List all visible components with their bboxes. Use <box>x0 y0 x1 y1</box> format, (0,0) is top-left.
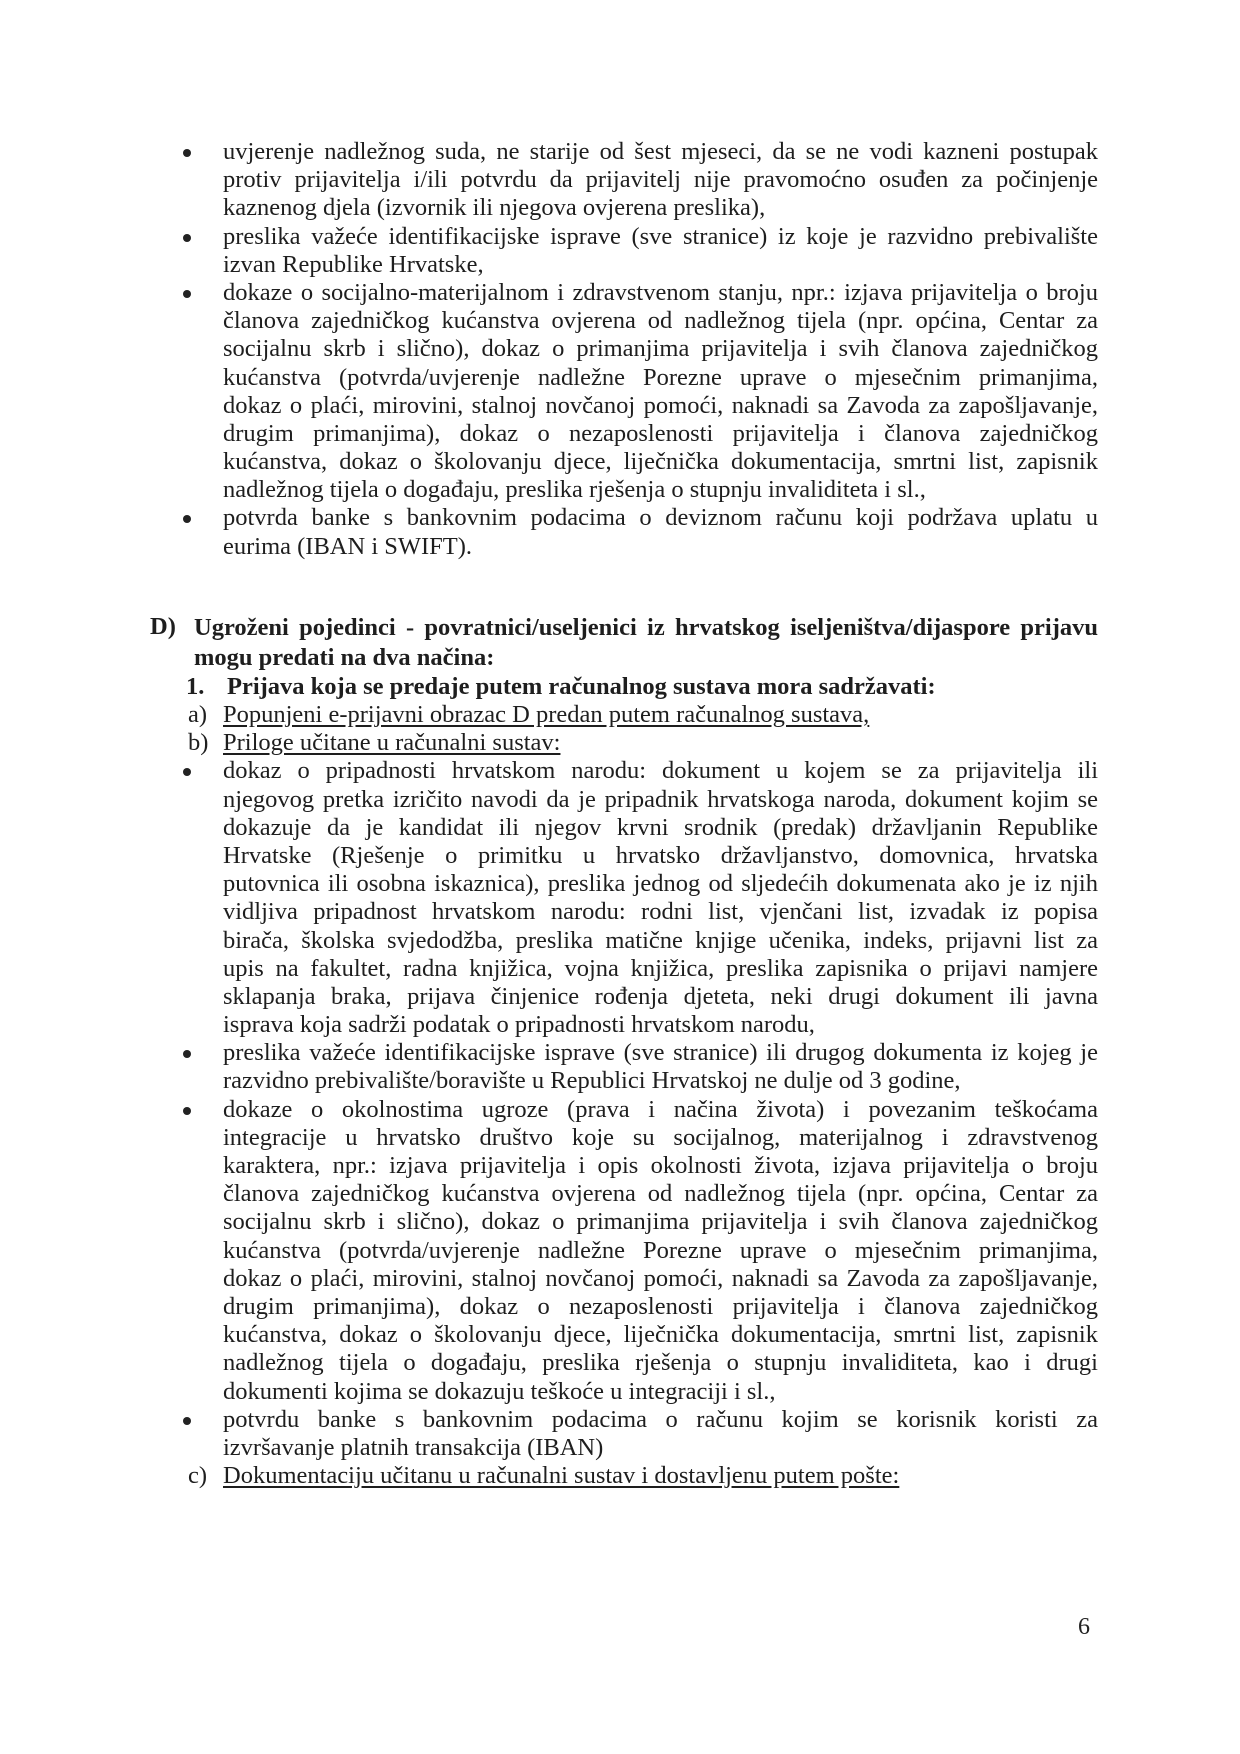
text-line: razvidno prebivalište/boravište u Republici Hrvatskoj ne dulje od 3 godine, <box>223 1067 961 1095</box>
text-line: drugim primanjima), dokaz o nezaposlenosti prijavitelja i članova zajedničkog <box>223 1292 1098 1320</box>
list-item-a <box>160 701 1098 729</box>
text-line: kućanstva (potvrda/uvjerenje nadležne Porezne uprave o mjesečnim primanjima, <box>223 1236 1098 1264</box>
text-line: socijalnu skrb i slično), dokaz o primanjima prijavitelja i svih članova zajedničkog <box>223 1208 1098 1236</box>
list-item-b <box>160 729 1098 757</box>
item-letter: c) <box>188 1462 208 1490</box>
list-item <box>160 757 1098 1039</box>
text-line: preslika važeće identifikacijske isprave (sve stranice) iz koje je razvidno prebivalište <box>223 222 1098 250</box>
subsection-title: Prijava koja se predaje putem računalnog sustava mora sadržavati: <box>227 672 936 700</box>
bullet-icon <box>183 234 191 242</box>
text-line: potvrdu banke s bankovnim podacima o računu kojim se korisnik koristi za <box>223 1405 1098 1433</box>
text-line: dokumenti kojima se dokazuju teškoće u integraciji i sl., <box>223 1377 776 1405</box>
text-line: kaznenog djela (izvornik ili njegova ovjerena preslika), <box>223 194 766 222</box>
text-line: socijalnu skrb i slično), dokaz o primanjima prijavitelja i svih članova zajedničkog <box>223 335 1098 363</box>
subsection-1-title <box>160 673 1098 701</box>
text-line: njegovog pretka izričito navodi da je pripadnik hrvatskoga naroda, dokument kojim se <box>223 785 1098 813</box>
text-line: kućanstva (potvrda/uvjerenje nadležne Porezne uprave o mjesečnim primanjima, <box>223 363 1098 391</box>
item-letter: b) <box>188 729 209 757</box>
text-line: kućanstva, dokaz o školovanju djece, liječnička dokumentacija, smrtni list, zapisnik <box>223 1321 1098 1349</box>
page-number: 6 <box>1078 1614 1090 1640</box>
list-item <box>160 1096 1098 1406</box>
text-line: dokaz o pripadnosti hrvatskom narodu: dokument u kojem se za prijavitelja ili <box>223 757 1098 785</box>
text-line: dokaze o socijalno-materijalnom i zdravstvenom stanju, npr.: izjava prijavitelja o broju <box>223 278 1098 306</box>
item-text: Priloge učitane u računalni sustav: <box>223 729 561 757</box>
item-text: Dokumentaciju učitanu u računalni sustav i dostavljenu putem pošte: <box>223 1462 900 1490</box>
list-item <box>160 1039 1098 1095</box>
bullet-icon <box>183 1417 191 1425</box>
subsection-number: 1. <box>186 672 205 700</box>
text-line: protiv prijavitelja i/ili potvrdu da prijavitelj nije pravomoćno osuđen za počinjenje <box>223 166 1098 194</box>
bullet-icon <box>183 768 191 776</box>
text-line: dokazuje da je kandidat ili njegov krvni srodnik (predak) državljanin Republike <box>223 813 1098 841</box>
text-line: karaktera, npr.: izjava prijavitelja i opis okolnosti života, izjava prijavitelja o broju <box>223 1152 1098 1179</box>
list-item <box>160 1406 1098 1462</box>
bullet-icon <box>183 1107 191 1115</box>
bullet-icon <box>183 149 191 157</box>
list-item <box>160 138 1098 223</box>
text-line: vidljiva pripadnost hrvatskom narodu: rodni list, vjenčani list, izvadak iz popisa <box>223 898 1098 926</box>
bullet-icon <box>183 290 191 298</box>
text-line: dokaz o plaći, mirovini, stalnoj novčanoj pomoći, naknadi sa Zavoda za zapošljavanje, <box>223 1264 1098 1292</box>
text-line: birača, školska svjedodžba, preslika matične knjige učenika, indeks, prijavni list za <box>223 926 1098 954</box>
list-item-c <box>160 1462 1098 1490</box>
section-d-heading <box>150 612 1098 673</box>
page-content <box>150 138 1098 1490</box>
text-line: eurima (IBAN i SWIFT). <box>223 532 473 560</box>
text-line: kućanstva, dokaz o školovanju djece, liječnička dokumentacija, smrtni list, zapisnik <box>223 448 1098 476</box>
list-item <box>160 223 1098 279</box>
bullet-icon <box>183 515 191 523</box>
text-line: nadležnog tijela o događaju, preslika rješenja o stupnju invaliditeta, kao i drugi <box>223 1349 1098 1377</box>
text-line: integracije u hrvatsko društvo koje su socijalnog, materijalnog i zdravstvenog <box>223 1123 1098 1151</box>
item-letter: a) <box>188 701 208 728</box>
text-line: izvan Republike Hrvatske, <box>223 250 484 278</box>
text-line: nadležnog tijela o događaju, preslika rješenja o stupnju invaliditeta i sl., <box>223 476 926 504</box>
heading-line: mogu predati na dva načina: <box>194 643 495 671</box>
text-line: izvršavanje platnih transakcija (IBAN) <box>223 1433 604 1461</box>
list-item <box>160 504 1098 560</box>
text-line: sklapanja braka, prijava činjenice rođenja djeteta, neki drugi dokument ili javna <box>223 982 1098 1010</box>
text-line: upis na fakultet, radna knjižica, vojna knjižica, preslika zapisnika o prijavi namjere <box>223 954 1098 982</box>
text-line: isprava koja sadrži podatak o pripadnosti hrvatskom narodu, <box>223 1011 815 1039</box>
bullet-icon <box>183 1050 191 1058</box>
text-line: potvrda banke s bankovnim podacima o deviznom računu koji podržava uplatu u <box>223 504 1098 532</box>
text-line: preslika važeće identifikacijske isprave (sve stranice) ili drugog dokumenta iz kojeg je <box>223 1039 1098 1067</box>
section-label: D) <box>150 612 176 640</box>
text-line: dokaze o okolnostima ugroze (prava i načina života) i povezanim teškoćama <box>223 1095 1098 1123</box>
text-line: članova zajedničkog kućanstva ovjerena od nadležnog tijela (npr. općina, Centar za <box>223 1180 1098 1208</box>
text-line: Hrvatske (Rješenje o primitku u hrvatsko državljanstvo, domovnica, hrvatska <box>223 841 1098 869</box>
heading-line: Ugroženi pojedinci - povratnici/useljenici iz hrvatskog iseljeništva/dijaspore prijavu <box>194 613 1098 641</box>
text-line: uvjerenje nadležnog suda, ne starije od šest mjeseci, da se ne vodi kazneni postupak <box>223 138 1098 165</box>
text-line: drugim primanjima), dokaz o nezaposlenosti prijavitelja i članova zajedničkog <box>223 419 1098 447</box>
list-item <box>160 279 1098 505</box>
text-line: dokaz o plaći, mirovini, stalnoj novčanoj pomoći, naknadi sa Zavoda za zapošljavanje, <box>223 391 1098 419</box>
text-line: članova zajedničkog kućanstva ovjerena od nadležnog tijela (npr. općina, Centar za <box>223 307 1098 335</box>
text-line: putovnica ili osobna iskaznica), preslika jednog od sljedećih dokumenata ako je iz njih <box>223 870 1098 898</box>
item-text: Popunjeni e-prijavni obrazac D predan putem računalnog sustava, <box>223 701 870 728</box>
